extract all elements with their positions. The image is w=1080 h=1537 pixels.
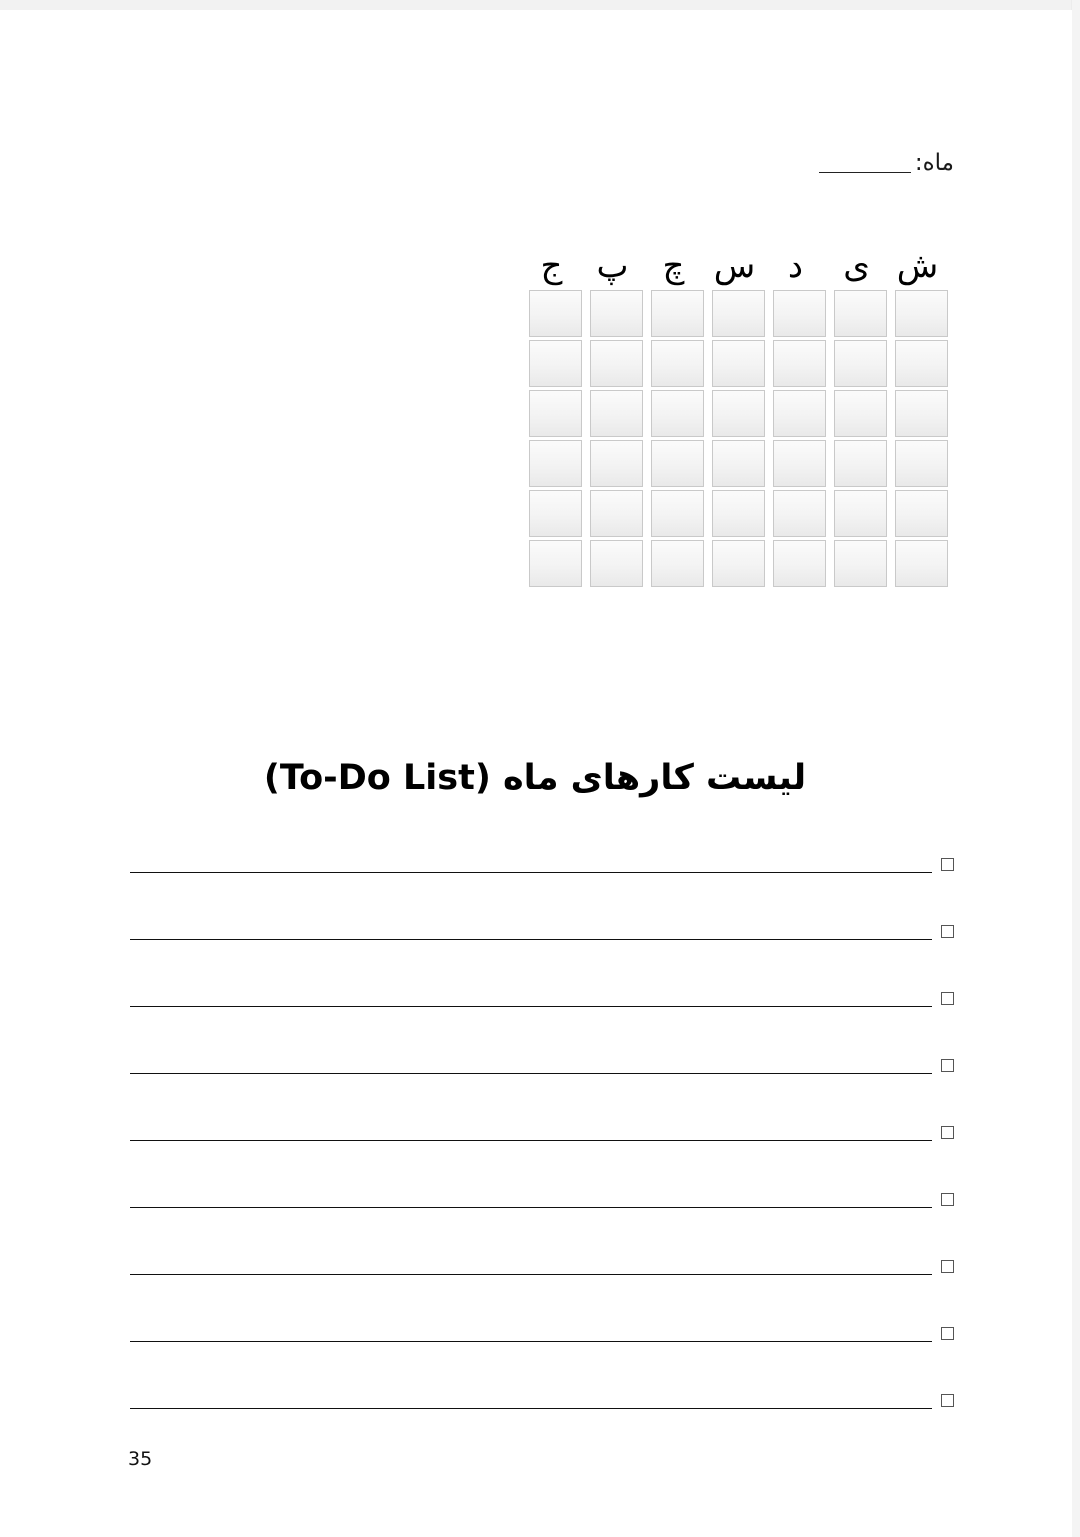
calendar-cell[interactable] [834,490,887,537]
todo-item [124,1181,954,1248]
calendar-row [521,290,948,337]
calendar-cell[interactable] [895,340,948,387]
weekday-header-1: ی [843,246,870,286]
calendar-cell[interactable] [651,390,704,437]
calendar-row [521,440,948,487]
todo-item [124,1315,954,1382]
calendar-cell[interactable] [773,440,826,487]
todo-write-in-line[interactable] [130,1207,932,1208]
calendar-cell[interactable] [712,540,765,587]
calendar-row [521,390,948,437]
weekday-header-5: پ [596,246,629,286]
page-number: 35 [128,1448,153,1470]
todo-item [124,846,954,913]
todo-write-in-line[interactable] [130,872,932,873]
todo-item [124,1114,954,1181]
todo-list [124,846,954,1449]
calendar-cell[interactable] [529,390,582,437]
checkbox-icon[interactable] [941,858,954,871]
calendar-cell[interactable] [651,540,704,587]
weekday-header-4: چ [662,246,685,286]
todo-write-in-line[interactable] [130,1341,932,1342]
calendar-cell[interactable] [651,290,704,337]
calendar-cell[interactable] [712,290,765,337]
calendar-cell[interactable] [895,490,948,537]
todo-write-in-line[interactable] [130,1408,932,1409]
calendar-cell[interactable] [590,290,643,337]
calendar-cell[interactable] [773,340,826,387]
calendar-cell[interactable] [773,490,826,537]
calendar-cell[interactable] [590,390,643,437]
calendar-cell[interactable] [529,340,582,387]
todo-item [124,1248,954,1315]
calendar-cell[interactable] [712,340,765,387]
weekday-header-6: ج [540,246,563,286]
calendar-weekday-header-row [521,242,948,290]
calendar-cell[interactable] [651,340,704,387]
calendar-cell[interactable] [529,440,582,487]
calendar-cell[interactable] [834,390,887,437]
calendar-cell[interactable] [712,390,765,437]
weekday-header-2: د [787,246,804,286]
calendar-cell[interactable] [773,290,826,337]
month-write-in-blank[interactable] [819,155,911,173]
todo-item [124,980,954,1047]
calendar-cell[interactable] [895,540,948,587]
calendar-cell[interactable] [529,290,582,337]
checkbox-icon[interactable] [941,1193,954,1206]
calendar-cell[interactable] [651,490,704,537]
calendar-cell[interactable] [895,440,948,487]
todo-write-in-line[interactable] [130,1274,932,1275]
weekday-header-0: ش [896,246,939,286]
todo-write-in-line[interactable] [130,1140,932,1141]
checkbox-icon[interactable] [941,1260,954,1273]
todo-list-heading: لیست کارهای ماه (To-Do List) [263,758,807,798]
calendar-cell[interactable] [712,440,765,487]
calendar-cell[interactable] [834,440,887,487]
todo-write-in-line[interactable] [130,1073,932,1074]
todo-item [124,1382,954,1449]
calendar-cell[interactable] [773,390,826,437]
calendar-row [521,540,948,587]
page-right-edge [1071,0,1080,1537]
checkbox-icon[interactable] [941,1059,954,1072]
month-label: ماه: [914,150,954,176]
calendar-cell[interactable] [590,540,643,587]
monthly-calendar-grid [521,242,948,590]
checkbox-icon[interactable] [941,1394,954,1407]
checkbox-icon[interactable] [941,925,954,938]
calendar-cell[interactable] [834,290,887,337]
weekday-header-3: س [713,246,756,286]
document-page [0,10,1072,1537]
calendar-cell[interactable] [529,540,582,587]
calendar-row [521,340,948,387]
calendar-cell[interactable] [773,540,826,587]
todo-write-in-line[interactable] [130,939,932,940]
calendar-cell[interactable] [712,490,765,537]
todo-item [124,1047,954,1114]
calendar-cell[interactable] [834,540,887,587]
todo-item [124,913,954,980]
checkbox-icon[interactable] [941,1327,954,1340]
todo-write-in-line[interactable] [130,1006,932,1007]
calendar-cell[interactable] [529,490,582,537]
calendar-cell[interactable] [895,390,948,437]
calendar-cell[interactable] [590,490,643,537]
calendar-cell[interactable] [590,340,643,387]
month-field [819,150,954,176]
calendar-row [521,490,948,537]
calendar-cell[interactable] [590,440,643,487]
calendar-cell[interactable] [651,440,704,487]
calendar-cell[interactable] [895,290,948,337]
checkbox-icon[interactable] [941,1126,954,1139]
calendar-cell[interactable] [834,340,887,387]
checkbox-icon[interactable] [941,992,954,1005]
